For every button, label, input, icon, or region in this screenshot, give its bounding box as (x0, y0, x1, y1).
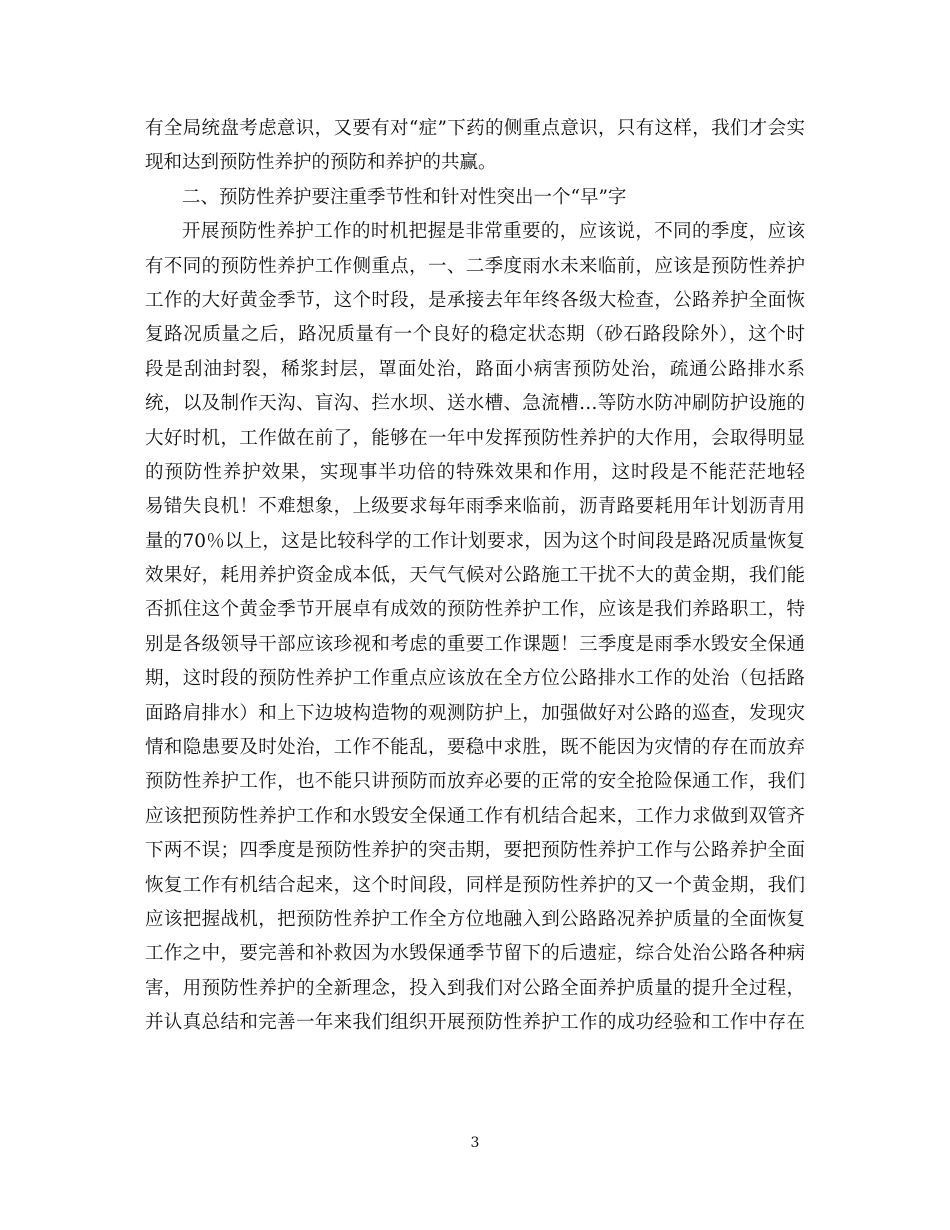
text-line: 期，这时段的预防性养护工作重点应该放在全方位公路排水工作的处治（包括路 (145, 668, 805, 690)
text-line: 否抓住这个黄金季节开展卓有成效的预防性养护工作，应该是我们养路职工，特 (145, 599, 805, 621)
text-line: 统，以及制作天沟、盲沟、拦水坝、送水槽、急流槽…等防水防冲刷防护设施的 (145, 393, 805, 415)
text-line: 并认真总结和完善一年来我们组织开展预防性养护工作的成功经验和工作中存在 (145, 1012, 805, 1034)
text-line: 现和达到预防性养护的预防和养护的共赢。 (145, 152, 497, 174)
text-line: 工作之中，要完善和补救因为水毁保通季节留下的后遗症，综合处治公路各种病 (145, 943, 805, 965)
text-line: 预防性养护工作，也不能只讲预防而放弃必要的正常的安全抢险保通工作，我们 (145, 771, 805, 793)
text-line: 的预防性养护效果，实现事半功倍的特殊效果和作用，这时段是不能茫茫地轻 (145, 461, 805, 483)
text-line: 量的70％以上，这是比较科学的工作计划要求，因为这个时间段是路况质量恢复 (145, 530, 805, 552)
text-line: 开展预防性养护工作的时机把握是非常重要的，应该说，不同的季度，应该 (182, 221, 805, 243)
text-line: 情和隐患要及时处治，工作不能乱，要稳中求胜，既不能因为灾情的存在而放弃 (145, 737, 805, 759)
text-line: 害，用预防性养护的全新理念，投入到我们对公路全面养护质量的提升全过程， (145, 977, 805, 999)
document-body (145, 112, 805, 1041)
text-line: 段是刮油封裂，稀浆封层，罩面处治，路面小病害预防处治，疏通公路排水系 (145, 358, 805, 380)
text-line: 应该把握战机，把预防性养护工作全方位地融入到公路路况养护质量的全面恢复 (145, 908, 805, 930)
text-line: 应该把预防性养护工作和水毁安全保通工作有机结合起来，工作力求做到双管齐 (145, 805, 805, 827)
text-line: 易错失良机！不难想象，上级要求每年雨季来临前，沥青路要耗用年计划沥青用 (145, 496, 805, 518)
text-line: 复路况质量之后，路况质量有一个良好的稳定状态期（砂石路段除外），这个时 (145, 324, 805, 346)
text-line: 别是各级领导干部应该珍视和考虑的重要工作课题！三季度是雨季水毁安全保通 (145, 633, 805, 655)
text-line: 恢复工作有机结合起来，这个时间段，同样是预防性养护的又一个黄金期，我们 (145, 874, 805, 896)
text-line: 面路肩排水）和上下边坡构造物的观测防护上，加强做好对公路的巡查，发现灾 (145, 702, 805, 724)
section-heading: 二、预防性养护要注重季节性和针对性突出一个“早”字 (182, 186, 627, 208)
text-line: 大好时机，工作做在前了，能够在一年中发挥预防性养护的大作用，会取得明显 (145, 427, 805, 449)
page-number: 3 (470, 1135, 480, 1151)
text-line: 工作的大好黄金季节，这个时段，是承接去年年终各级大检查，公路养护全面恢 (145, 289, 805, 311)
text-line: 下两不误；四季度是预防性养护的突击期，要把预防性养护工作与公路养护全面 (145, 840, 805, 862)
text-line: 效果好，耗用养护资金成本低，天气气候对公路施工干扰不大的黄金期，我们能 (145, 565, 805, 587)
text-line: 有全局统盘考虑意识，又要有对“症”下药的侧重点意识，只有这样，我们才会实 (145, 118, 805, 139)
text-line: 有不同的预防性养护工作侧重点，一、二季度雨水未来临前，应该是预防性养护 (145, 255, 805, 277)
